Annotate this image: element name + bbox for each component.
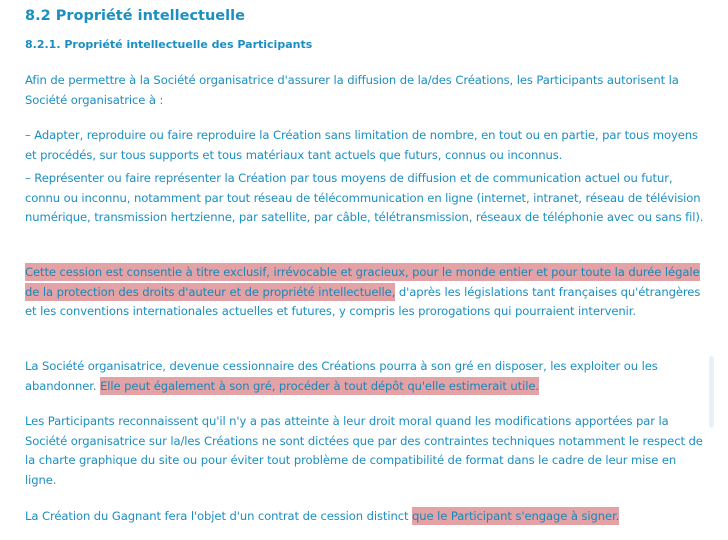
highlighted-text: Cette cession est consentie à titre exclusif, irrévocable et gracieux, pour le monde entier et pour toute la durée légale de la protection des droits d'auteur et de propriété intellectuelle, (25, 265, 700, 299)
paragraph-text: La Société organisatrice, devenue cessionnaire des Créations pourra à son gré en disposer, les exploiter ou les abandonner. (25, 359, 658, 393)
paragraph-intro: Afin de permettre à la Société organisatrice d'assurer la diffusion de la/des Créations, les Participants autorisent la Société organisatrice à : (25, 73, 679, 107)
paragraph-text: d'après les législations tant françaises qu'étrangères et les conventions internationales actuelles et futures, y compris les prorogations qui pourraient intervenir. (25, 284, 701, 318)
highlighted-text: que le Participant s'engage à signer. (412, 509, 620, 523)
section-heading: 8.2 Propriété intellectuelle (25, 8, 245, 24)
paragraph-adapt: – Adapter, reproduire ou faire reproduire la Création sans limitation de nombre, en tout ou en partie, par tous moyens et procédés, sur tous supports et tous matériaux tant actuels que futurs, connus ou inconnus. (25, 128, 698, 162)
paragraph-cession (25, 263, 707, 322)
paragraph-winner (25, 507, 707, 527)
scrollbar[interactable] (709, 356, 714, 428)
paragraph-moral-right: Les Participants reconnaissent qu'il n'y a pas atteinte à leur droit moral quand les modifications apportées par la Société organisatrice sur la/les Créations ne sont dictées que par des contraintes techniques notamment le respect de la charte graphique du site ou pour éviter tout problème de compatibilité de format dans le cadre de leur mise en ligne. (25, 414, 703, 487)
subsection-heading: 8.2.1. Propriété intellectuelle des Participants (25, 38, 313, 51)
paragraph-disposal (25, 357, 707, 396)
paragraph-text: La Création du Gagnant fera l'objet d'un contrat de cession distinct (25, 509, 413, 523)
paragraph-represent: – Représenter ou faire représenter la Création par tous moyens de diffusion et de communication actuel ou futur, connu ou inconnu, notamment par tout réseau de télécommunication en ligne (internet, intranet, réseau de télévision numérique, transmission hertzienne, par satellite, par câble, télétransmission, réseaux de téléphonie avec ou sans fil). (25, 171, 704, 224)
highlighted-text: Elle peut également à son gré, procéder à tout dépôt qu'elle estimerait utile. (100, 378, 539, 393)
